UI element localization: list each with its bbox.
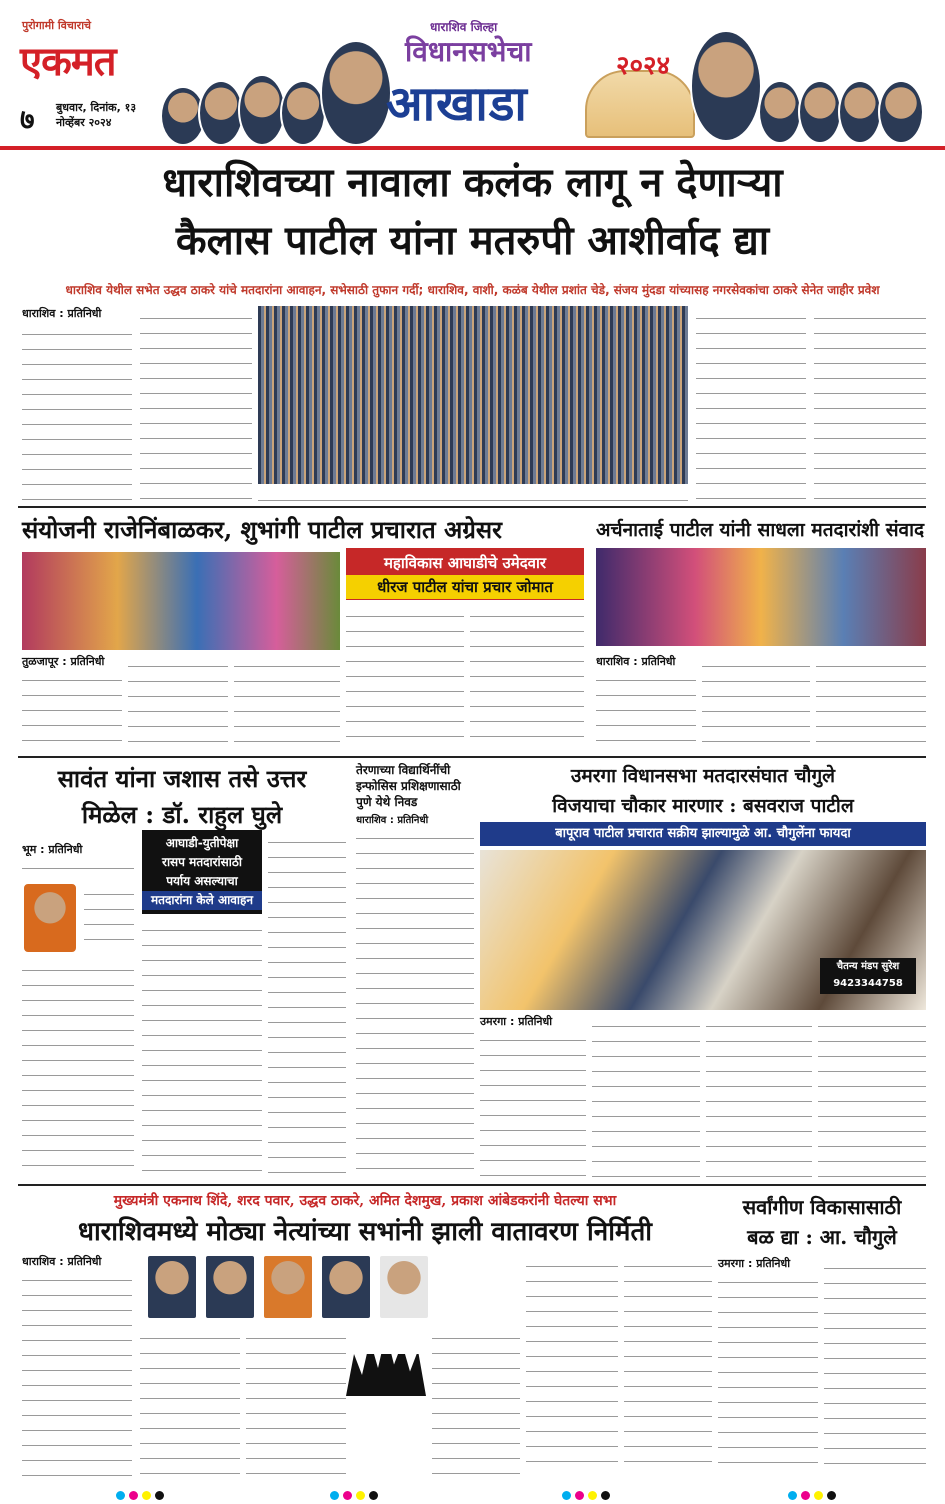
lead-photo-caption-text (258, 488, 688, 502)
story3-column-1 (346, 604, 464, 750)
black-dot (155, 1491, 164, 1500)
story5-byline: भूम : प्रतिनिधी (22, 843, 83, 856)
story6-headline-line1: तेरणाच्या विद्यार्थिनींची (356, 763, 451, 777)
rally-crowd-photo (258, 306, 688, 484)
story5-intro-text (22, 856, 134, 878)
story5-column-2 (142, 918, 262, 1178)
candidate-portrait (690, 30, 762, 142)
story5-headline-line2: मिळेल : डॉ. राहुल घुले (81, 800, 283, 829)
magenta-dot (129, 1491, 138, 1500)
lead-column-1 (22, 322, 132, 500)
story2-headline: संयोजनी राजेनिंबाळकर, शुभांगी पाटील प्रचारात अग्रेसर (22, 515, 502, 544)
story4-byline: धाराशिव : प्रतिनिधी (596, 655, 676, 668)
yellow-dot (356, 1491, 365, 1500)
magenta-dot (801, 1491, 810, 1500)
story5-highlight-box (142, 830, 262, 914)
story9-column-2 (824, 1256, 926, 1476)
story6-headline-line3: पुणे येथे निवड (356, 795, 418, 809)
candidate-portrait (320, 40, 392, 146)
lead-byline: धाराशिव : प्रतिनिधी (22, 307, 102, 320)
story8-column-5 (526, 1254, 618, 1476)
lead-column-2 (140, 306, 252, 500)
story9-column-1 (718, 1270, 818, 1476)
story2-column-1 (22, 668, 122, 750)
magenta-dot (343, 1491, 352, 1500)
candidate-portrait (758, 80, 802, 144)
story5-box-line3: पर्याय असल्याचा (166, 874, 238, 888)
story7-column-2 (592, 1014, 700, 1178)
masthead-divider (0, 146, 945, 150)
story5-box-line1: आघाडी-युतीपेक्षा (165, 836, 239, 850)
story7-column-3 (706, 1014, 812, 1178)
story5-box-line4: मतदारांना केले आवाहन (142, 891, 262, 910)
lead-column-3 (696, 306, 806, 500)
story4-photo (596, 548, 926, 646)
story9-byline: उमरगा : प्रतिनिधी (718, 1257, 791, 1270)
prakash-ambedkar-photo (378, 1254, 430, 1320)
page-number: ७ (20, 103, 35, 136)
rahul-ghule-photo (22, 882, 78, 954)
candidate-portrait (838, 80, 882, 144)
story8-column-4 (432, 1326, 520, 1476)
lead-headline-line1: धाराशिवच्या नावाला कलंक लागू न देणाऱ्या (162, 159, 783, 206)
yellow-dot (588, 1491, 597, 1500)
black-dot (369, 1491, 378, 1500)
candidate-portrait (238, 74, 286, 146)
story5-side-text (84, 882, 134, 954)
story5-headline-line1: सावंत यांना जशास तसे उत्तर (57, 764, 307, 793)
story4-column-3 (816, 654, 926, 750)
brand-tagline: पुरोगामी विचाराचे (22, 19, 92, 32)
print-registration-marks (0, 1483, 945, 1499)
story2-photo (22, 552, 340, 650)
story7-banner-text: चैतन्य मंडप सुरेश (836, 961, 900, 972)
story5-column-1 (22, 958, 134, 1178)
story4-column-1 (596, 668, 696, 750)
story7-headline-line1: उमरगा विधानसभा मतदारसंघात चौगुले (570, 765, 836, 787)
story8-kicker: मुख्यमंत्री एकनाथ शिंदे, शरद पवार, उद्धव ठाकरे, अमित देशमुख, प्रकाश आंबेडकरांनी घेतल्या सभा (113, 1193, 617, 1209)
brand-logo: एकमत (20, 38, 116, 85)
eknath-shinde-photo (146, 1254, 198, 1320)
yellow-dot (142, 1491, 151, 1500)
story8-column-2 (140, 1326, 240, 1476)
story2-byline: तुळजापूर : प्रतिनिधी (22, 655, 105, 668)
black-dot (827, 1491, 836, 1500)
story7-column-1 (480, 1028, 586, 1178)
lead-subhead: धाराशिव येथील सभेत उद्धव ठाकरे यांचे मतदारांना आवाहन, सभेसाठी तुफान गर्दी; धाराशिव, वाशी, कळंब येथील प्रशांत चेडे, संजय मुंदडा यांच्यासह नगरसेवकांचा ठाकरे सेनेत जाहीर प्रवेश (65, 283, 880, 297)
story2-column-3 (234, 654, 340, 750)
event-title: विधानसभेचा (405, 35, 532, 68)
issue-date-line1: बुधवार, दिनांक, १३ (56, 101, 137, 114)
story6-byline: धाराशिव : प्रतिनिधी (356, 815, 429, 826)
story8-column-3 (246, 1326, 346, 1476)
story8-byline: धाराशिव : प्रतिनिधी (22, 1255, 102, 1268)
sharad-pawar-photo (204, 1254, 256, 1320)
story7-banner-phone: 9423344758 (833, 978, 903, 989)
raised-hands-illustration (346, 1326, 426, 1396)
story6-headline (356, 762, 476, 810)
story6-headline-line2: इन्फोसिस प्रशिक्षणासाठी (356, 779, 461, 793)
cyan-dot (788, 1491, 797, 1500)
story7-headline-line2: विजयाचा चौकार मारणार : बसवराज पाटील (552, 795, 854, 817)
event-big-title: आखाडा (386, 76, 528, 132)
amit-deshmukh-photo (320, 1254, 372, 1320)
candidate-portrait (878, 80, 924, 144)
story4-column-2 (702, 654, 810, 750)
story3-headline-line1: महाविकास आघाडीचे उमेदवार (383, 554, 547, 572)
story5-column-3 (268, 830, 346, 1178)
story8-column-1 (22, 1268, 132, 1476)
section-rule (18, 756, 926, 758)
cyan-dot (562, 1491, 571, 1500)
lead-column-4 (814, 306, 926, 500)
issue-date (56, 100, 176, 130)
story2-column-2 (128, 654, 228, 750)
story8-column-6 (624, 1254, 712, 1476)
story3-column-2 (470, 604, 584, 750)
yellow-dot (814, 1491, 823, 1500)
section-rule (18, 1184, 926, 1186)
issue-date-line2: नोव्हेंबर २०२४ (56, 116, 112, 129)
story5-box-line2: रासप मतदारांसाठी (162, 855, 242, 869)
story6-column-1 (356, 826, 474, 1178)
cyan-dot (116, 1491, 125, 1500)
cyan-dot (330, 1491, 339, 1500)
story7-subhead: बापूराव पाटील प्रचारात सक्रीय झाल्यामुळे आ. चौगुलेंना फायदा (480, 822, 926, 846)
story7-banner (820, 958, 916, 994)
section-rule (18, 506, 926, 508)
story7-column-4 (818, 1014, 926, 1178)
masthead (0, 0, 945, 148)
uddhav-thackeray-photo (262, 1254, 314, 1320)
story9-headline-line2: बळ द्या : आ. चौगुले (747, 1225, 897, 1249)
story3-headline-box (346, 548, 584, 600)
story8-headline: धाराशिवमध्ये मोठ्या नेत्यांच्या सभांनी झाली वातावरण निर्मिती (77, 1217, 653, 1247)
story3-headline-line2: धीरज पाटील यांचा प्रचार जोमात (346, 575, 584, 599)
story4-headline: अर्चनाताई पाटील यांनी साधला मतदारांशी संवाद (596, 519, 925, 541)
story9-headline-line1: सर्वांगीण विकासासाठी (742, 1195, 902, 1219)
lead-headline-line2: कैलास पाटील यांना मतरुपी आशीर्वाद द्या (175, 217, 770, 264)
event-year: २०२४ (616, 51, 671, 81)
story7-byline: उमरगा : प्रतिनिधी (480, 1015, 553, 1028)
candidate-portrait (798, 80, 842, 144)
magenta-dot (575, 1491, 584, 1500)
black-dot (601, 1491, 610, 1500)
event-subtitle: धाराशिव जिल्हा (430, 20, 498, 34)
